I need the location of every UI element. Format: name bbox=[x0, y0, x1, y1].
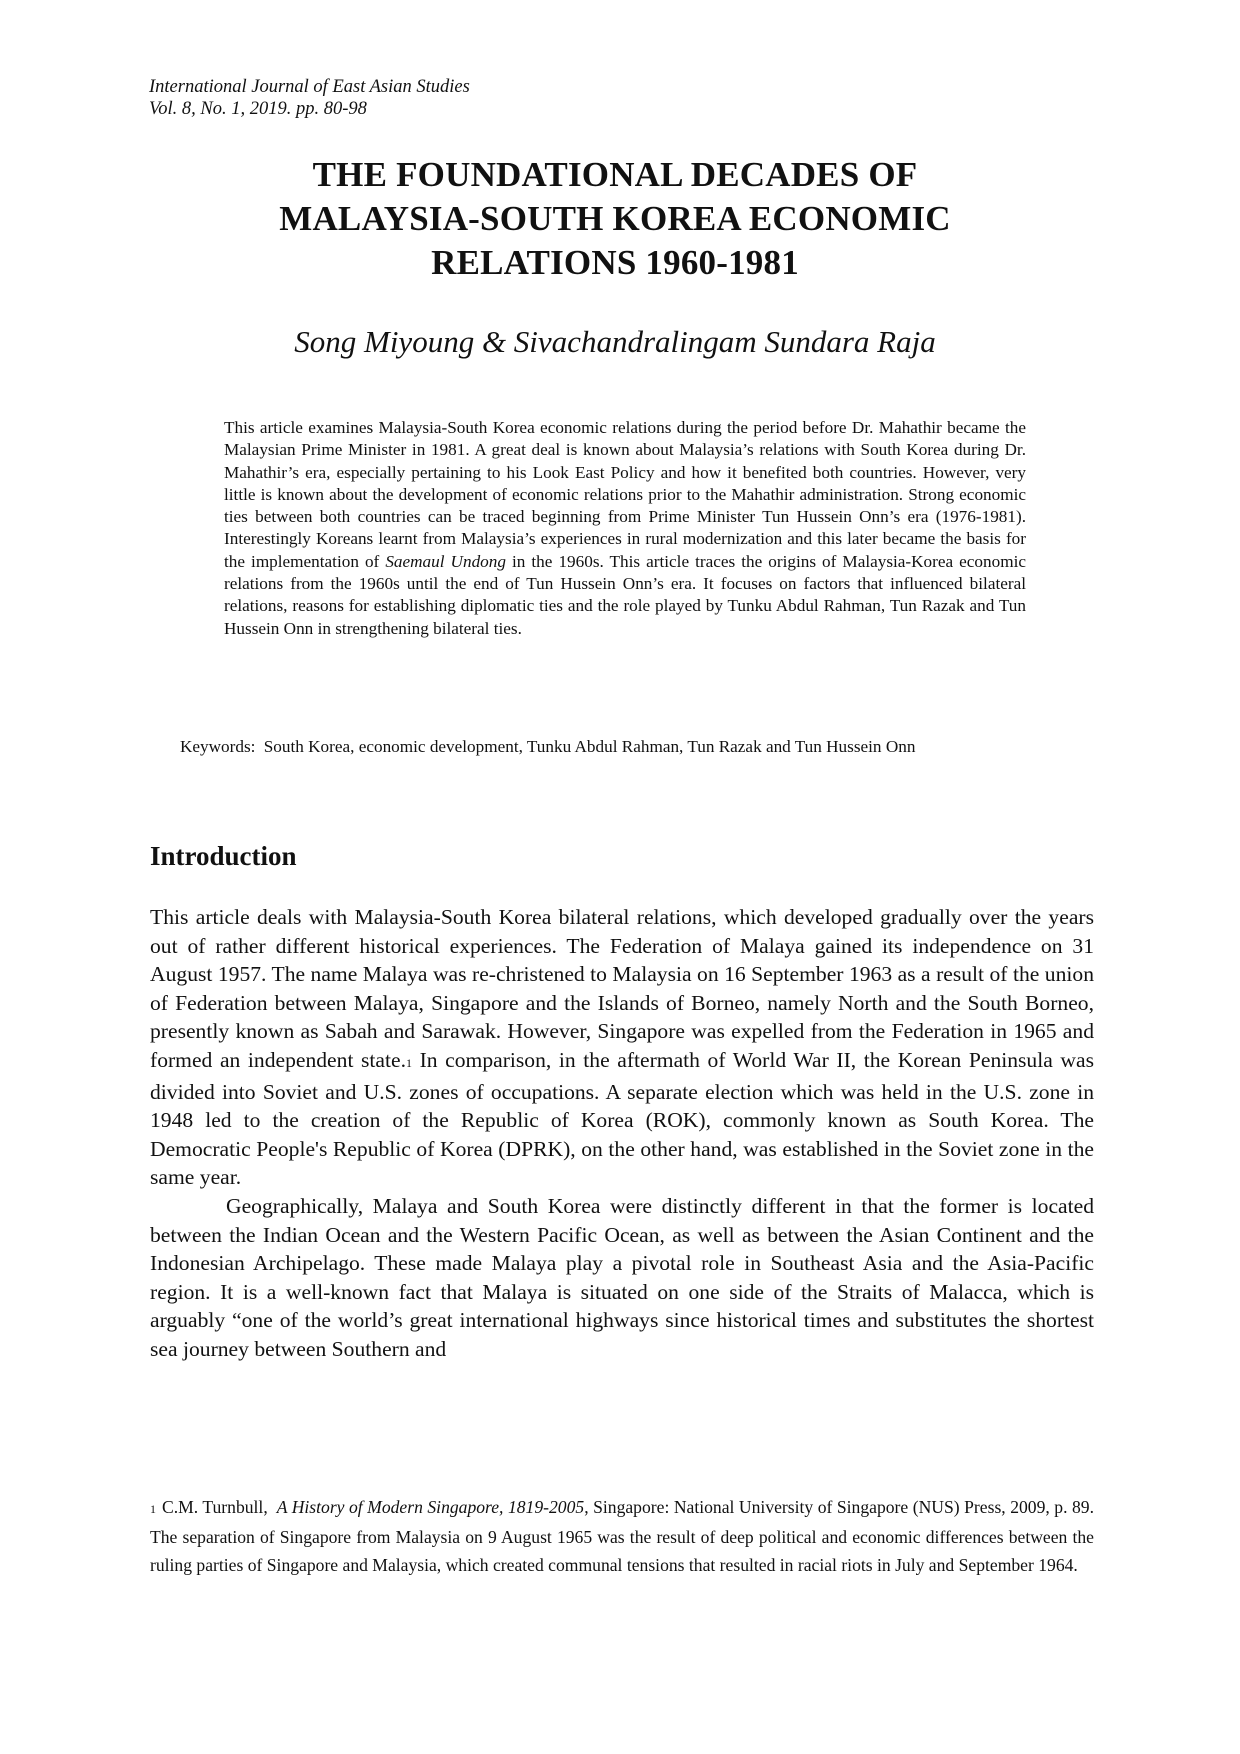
journal-header bbox=[149, 76, 470, 120]
footnote bbox=[150, 1493, 1094, 1579]
keywords-text: South Korea, economic development, Tunku Abdul Rahman, Tun Razak and Tun Hussein Onn bbox=[263, 737, 916, 756]
footnote-reference[interactable]: 1 bbox=[406, 1055, 412, 1070]
title-line: THE FOUNDATIONAL DECADES OF bbox=[312, 155, 918, 194]
paragraph bbox=[150, 903, 1094, 1192]
footnote-book-title: A History of Modern Singapore, 1819-2005 bbox=[276, 1497, 585, 1517]
paragraph-text: This article deals with Malaysia-South Korea bilateral relations, which developed gradually over the years out of rather different historical experiences. The Federation of Malaya gained its independence on 31 August 1957. The name Malaya was re-christened to Malaysia on 16 September 1963 as a result of the union of Federation between Malaya, Singapore and the Islands of Borneo, namely North and the South Borneo, presently known as Sabah and Sarawak. However, Singapore was expelled from the Federation in 1965 and formed an independent state. bbox=[150, 905, 1094, 1072]
footnote-author: C.M. Turnbull, bbox=[162, 1497, 268, 1517]
abstract-text: This article examines Malaysia-South Korea economic relations during the period before Dr. Mahathir became the Malaysian Prime Minister in 1981. A great deal is known about Malaysia’s relations with South Korea during Dr. Mahathir’s era, especially pertaining to his Look East Policy and how it benefited both countries. However, very little is known about the development of economic relations prior to the Mahathir administration. Strong economic ties between both countries can be traced beginning from Prime Minister Tun Hussein Onn’s era (1976-1981). Interestingly Koreans learnt from Malaysia’s experiences in rural modernization and this later became the basis for the implementation of bbox=[224, 418, 1026, 571]
body-text bbox=[150, 903, 1094, 1364]
abstract-text: in the 1960s. This article traces the origins of Malaysia-Korea economic relations from the 1960s until the end of Tun Hussein Onn’s era. It focuses on factors that influenced bilateral relations, reasons for establishing diplomatic ties and the role played by Tunku Abdul Rahman, Tun Razak and Tun Hussein Onn in strengthening bilateral ties. bbox=[224, 551, 1026, 638]
title-line: RELATIONS 1960-1981 bbox=[431, 243, 799, 282]
journal-name: International Journal of East Asian Studies bbox=[149, 77, 470, 97]
authors: Song Miyoung & Sivachandralingam Sundara Raja bbox=[294, 324, 936, 359]
keywords-label: Keywords: bbox=[180, 737, 256, 756]
footnote-marker: 1 bbox=[150, 1502, 156, 1516]
title-line: MALAYSIA-SOUTH KOREA ECONOMIC bbox=[279, 199, 951, 238]
footnote-text: , Singapore: National University of Singapore (NUS) Press, 2009, p. 89. The separation of Singapore from Malaysia on 9 August 1965 was the result of deep political and economic differences between the ruling parties of Singapore and Malaysia, which created communal tensions that resulted in racial riots in July and September 1964. bbox=[150, 1497, 1094, 1575]
section-heading: Introduction bbox=[150, 841, 297, 871]
abstract bbox=[224, 417, 1026, 640]
article-title bbox=[160, 153, 1070, 285]
paragraph-text: In comparison, in the aftermath of World War II, the Korean Peninsula was divided into Soviet and U.S. zones of occupations. A separate election which was held in the U.S. zone in 1948 led to the creation of the Republic of Korea (ROK), commonly known as South Korea. The Democratic People's Republic of Korea (DPRK), on the other hand, was established in the Soviet zone in the same year. bbox=[150, 1047, 1094, 1190]
abstract-italic-term: Saemaul Undong bbox=[385, 551, 506, 571]
keywords bbox=[180, 736, 1026, 758]
paragraph: Geographically, Malaya and South Korea were distinctly different in that the former is located between the Indian Ocean and the Western Pacific Ocean, as well as between the Asian Continent and the Indonesian Archipelago. These made Malaya play a pivotal role in Southeast Asia and the Asia-Pacific region. It is a well-known fact that Malaya is situated on one side of the Straits of Malacca, which is arguably “one of the world’s great international highways since historical times and substitutes the shortest sea journey between Southern and bbox=[150, 1193, 1094, 1361]
volume-info: Vol. 8, No. 1, 2019. pp. 80-98 bbox=[149, 99, 367, 119]
